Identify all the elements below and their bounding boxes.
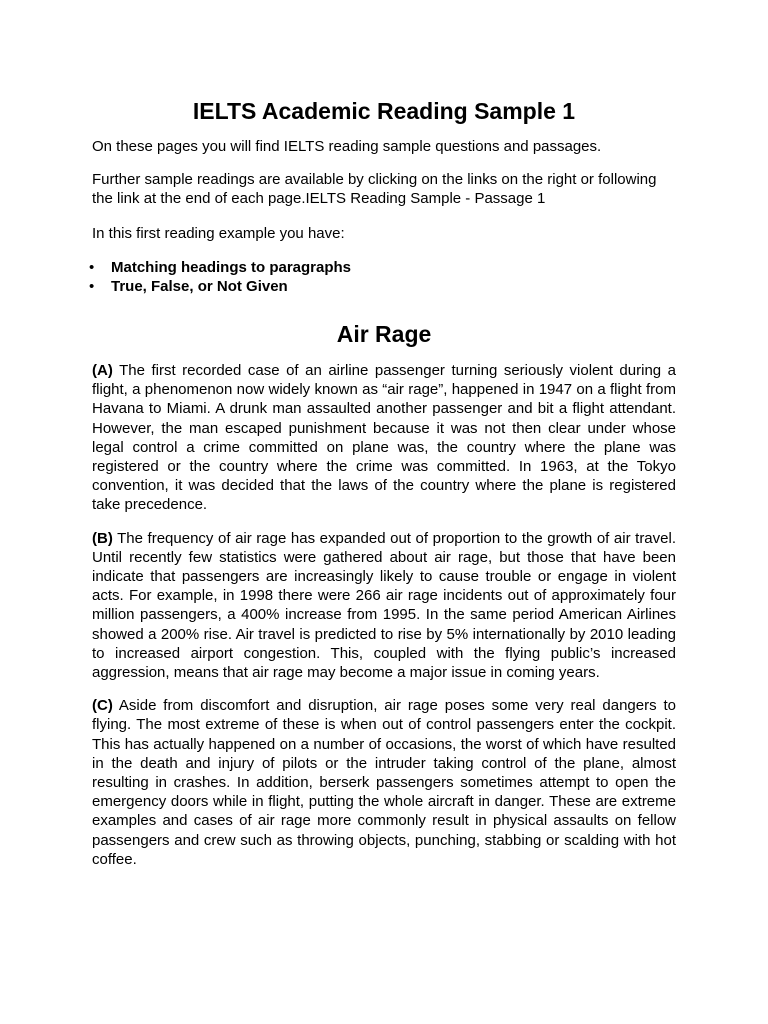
paragraph-label: (A)	[92, 362, 113, 379]
question-type-label: Matching headings to paragraphs	[111, 259, 352, 276]
paragraph-label: (B)	[92, 529, 113, 547]
intro-paragraph: In this first reading example you have:	[92, 225, 345, 242]
paragraph-text: The frequency of air rage has expanded out of proportion to the growth of air travel. Until recently few statistics were gathered about air rage, but those that have been indicate that passengers are increasingly likely to cause trouble or engage in violent acts. For example, in 1998 there were 266 air rage incidents out of approximately four million passengers, a 400% increase from 1995. In the same period American Airlines showed a 200% rise. Air travel is predicted to rise by 5% internationally by 2010 leading to increased airport congestion. This, coupled with the flying public’s increased aggression, means that air rage may become a major issue in coming years.	[92, 529, 676, 682]
passage-title: Air Rage	[336, 321, 432, 347]
list-item	[89, 277, 676, 296]
intro-paragraph: On these pages you will find IELTS reading sample questions and passages.	[92, 138, 602, 155]
passage-paragraph-c	[92, 696, 676, 869]
question-types-list	[89, 258, 676, 296]
paragraph-text: The first recorded case of an airline passenger turning seriously violent during a flight, a phenomenon now widely known as “air rage”, happened in 1947 on a flight from Havana to Miami. A drunk man assaulted another passenger and bit a flight attendant. However, the man escaped punishment because it was not then clear under whose legal control a crime committed on plane was, the country where the plane was registered or the country where the crime was committed. In 1963, at the Tokyo convention, it was decided that the laws of the country where the plane is registered take precedence.	[92, 362, 676, 514]
paragraph-text: Aside from discomfort and disruption, air rage poses some very real dangers to flying. The most extreme of these is when out of control passengers enter the cockpit. This has actually happened on a number of occasions, the worst of which have resulted in the death and injury of pilots or the intruder taking control of the plane, almost resulting in crashes. In addition, berserk passengers sometimes attempt to open the emergency doors while in flight, putting the whole aircraft in danger. These are extreme examples and cases of air rage more commonly result in physical assaults on fellow passengers and crew such as throwing objects, punching, stabbing or scalding with hot coffee.	[92, 697, 676, 868]
bullet-icon: •	[89, 259, 95, 276]
question-type-label: True, False, or Not Given	[111, 278, 288, 295]
intro-paragraph: Further sample readings are available by clicking on the links on the right or following the link at the end of each page.IELTS Reading Sample - Passage 1	[92, 171, 657, 207]
passage-paragraph-a	[92, 361, 676, 515]
paragraph-label: (C)	[92, 697, 113, 715]
list-item	[89, 258, 676, 277]
bullet-icon: •	[89, 278, 95, 295]
document-title: IELTS Academic Reading Sample 1	[192, 98, 576, 124]
passage-paragraph-b	[92, 529, 676, 683]
